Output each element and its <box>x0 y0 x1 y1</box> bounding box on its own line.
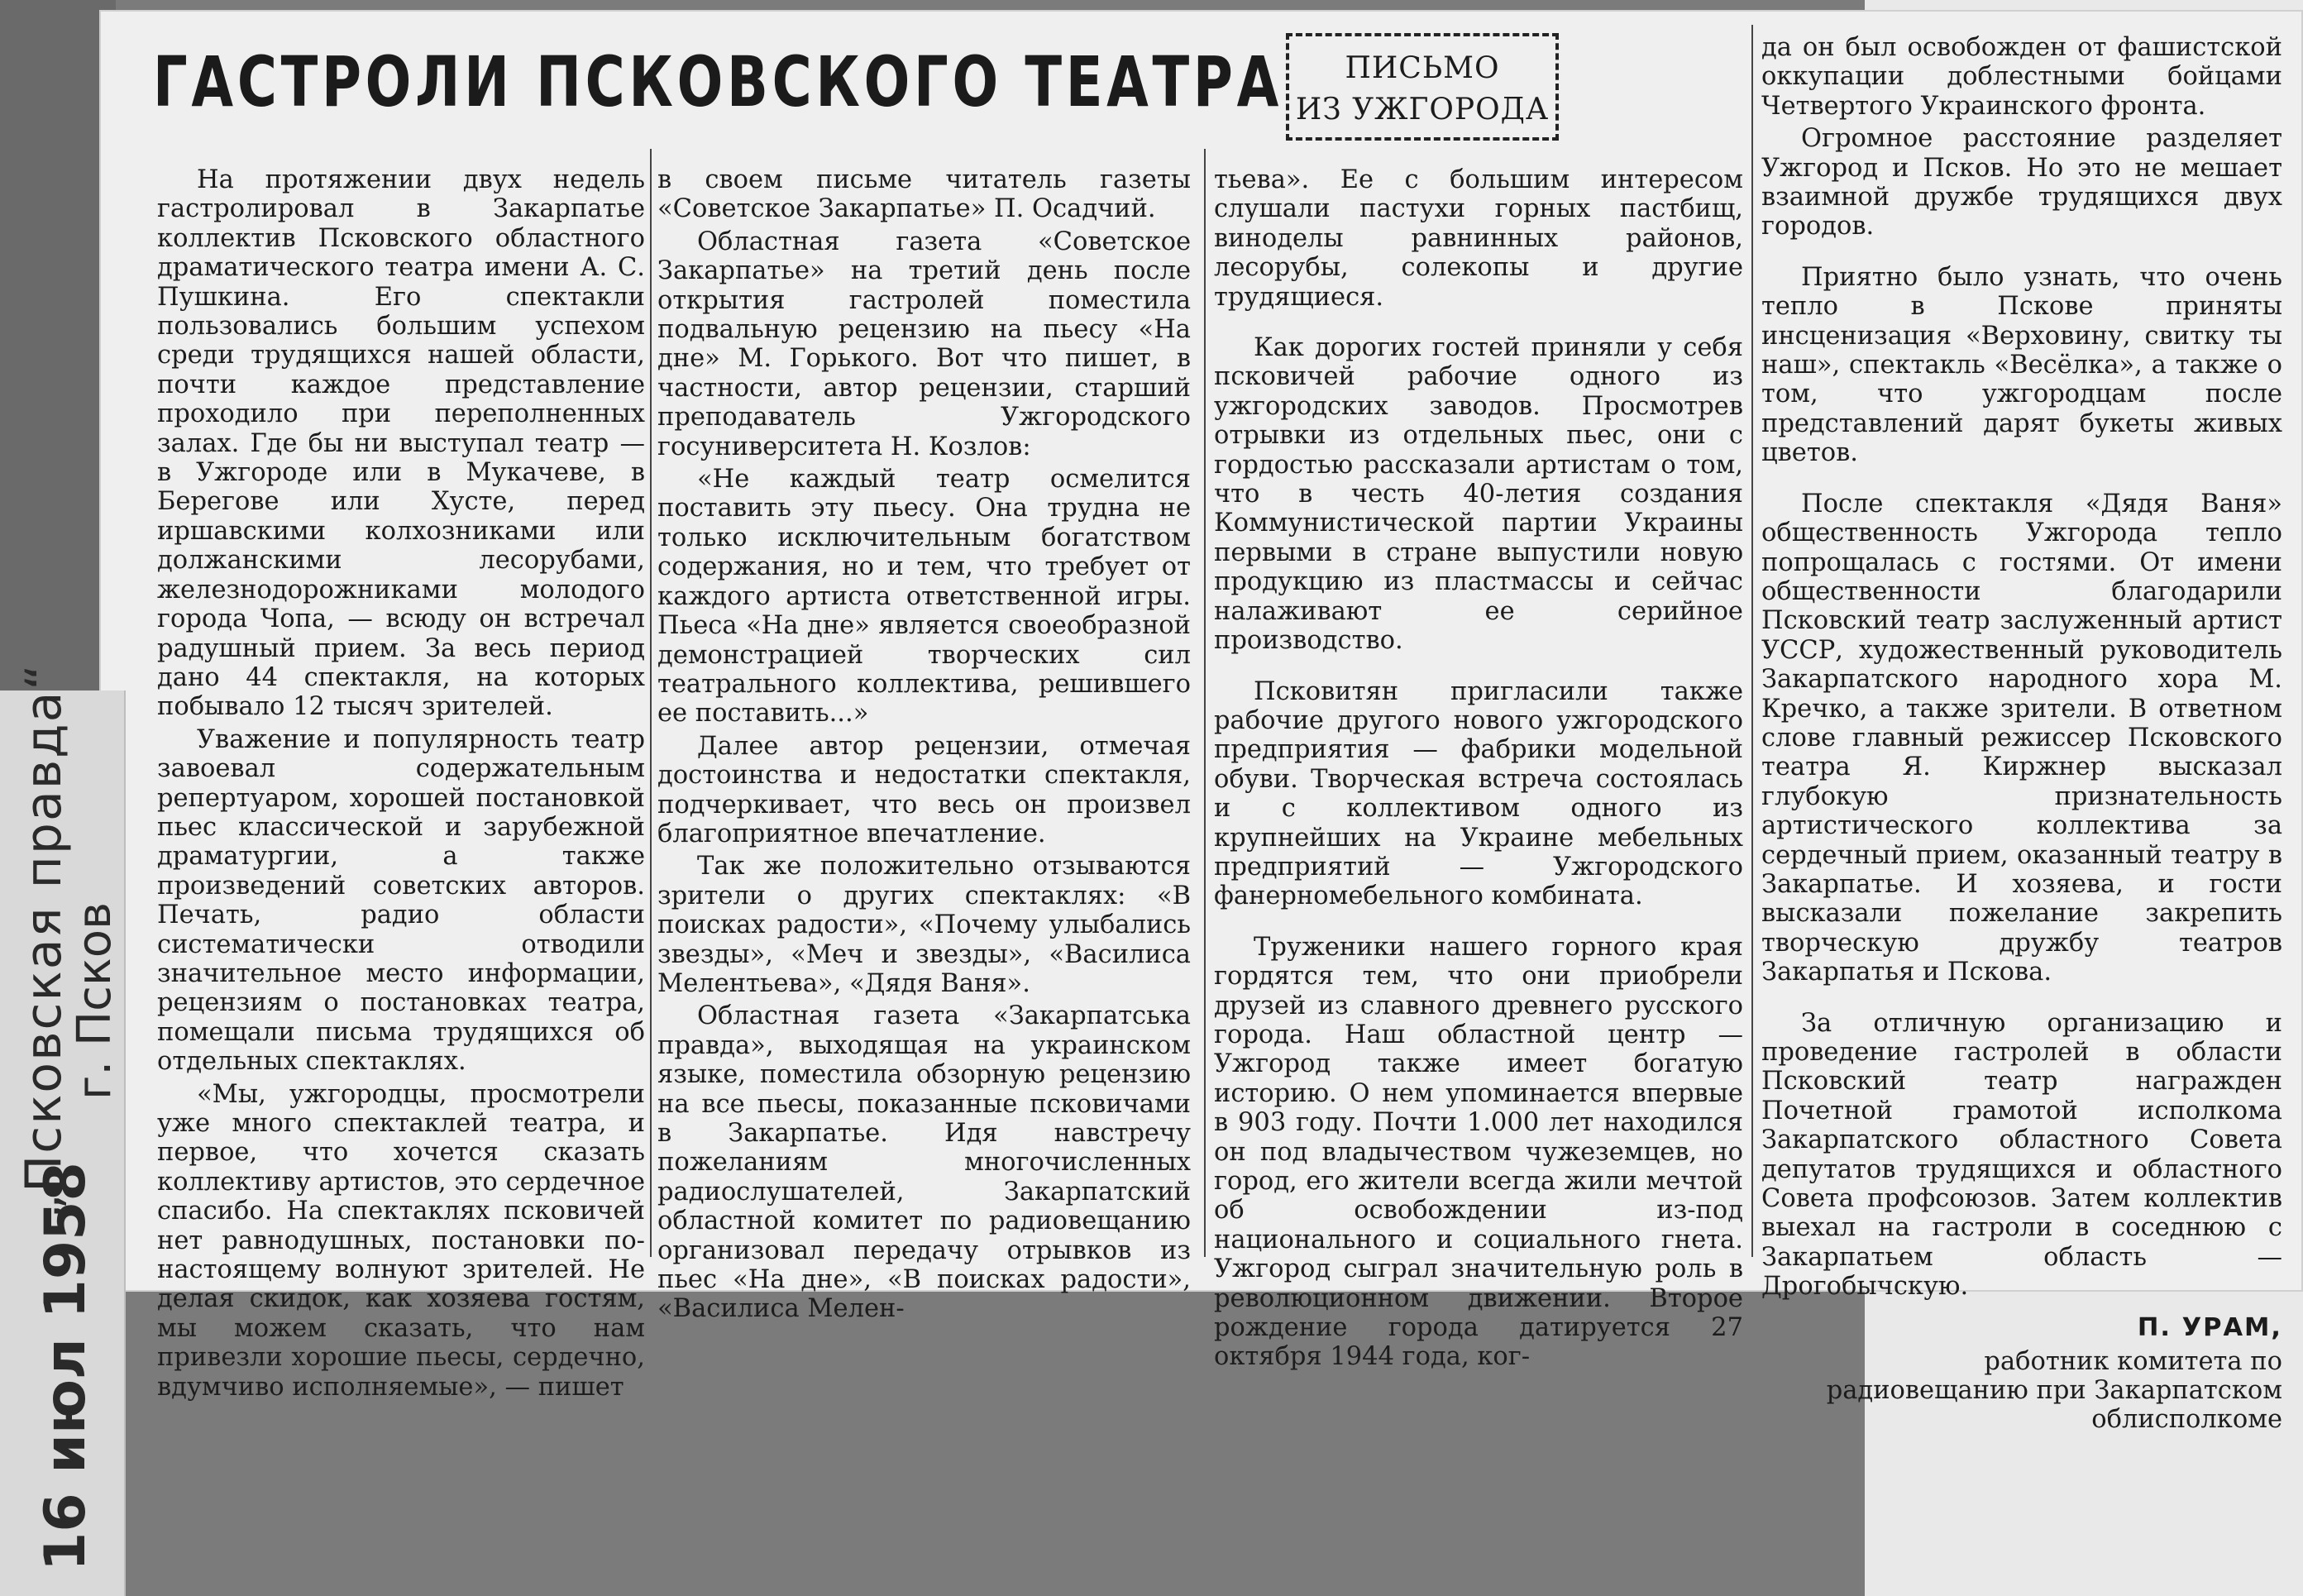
article-column-3 <box>1214 165 1743 1375</box>
paragraph: Далее автор рецензии, отмечая достоинства и недостатки спектакля, подчеркивает, что весь он произвел благоприятное впечатление. <box>657 731 1191 848</box>
paragraph: тьева». Ее с большим интересом слушали пастухи горных пастбищ, виноделы равнинных районов, лесорубы, солекопы и другие трудящиеся. <box>1214 165 1743 312</box>
paragraph: Псковитян пригласили также рабочие другого нового ужгородского предприятия — фабрики модельной обуви. Творческая встреча состоялась и с коллективом одного из крупнейших на Украине мебельных предприятий — Ужгородского фанерномебельного комбината. <box>1214 676 1743 911</box>
paragraph: После спектакля «Дядя Ваня» общественность Ужгорода тепло попрощалась с гостями. От имени общественности благодарили Псковский театр заслуженный артист УССР, художественный руководитель Закарпатского народного хора М. Кречко, а также зрители. В ответном слове главный режиссер Псковского театра Я. Киржнер высказал глубокую признательность артистического коллектива за сердечный прием, оказанный театру в Закарпатье. И хозяева, и гости высказали пожелание закрепить творческую дружбу театров Закарпатья и Пскова. <box>1761 489 2282 987</box>
author-role: работник комитета по радиовещанию при Закарпатском облисполкоме <box>1826 1347 2282 1435</box>
paragraph: Так же положительно отзываются зрители о других спектаклях: «В поисках радости», «Почему улыбались звезды», «Меч и звезды», «Василиса Мелентьева», «Дядя Ваня». <box>657 852 1191 998</box>
paragraph: в своем письме читатель газеты «Советское Закарпатье» П. Осадчий. <box>657 165 1191 224</box>
kicker-line-1: ПИСЬМО <box>1345 51 1500 85</box>
date-stamp: 16 июл 1958 <box>33 1162 98 1571</box>
column-rule <box>650 149 652 1257</box>
article-headline: ГАСТРОЛИ ПСКОВСКОГО ТЕАТРА <box>153 41 1283 122</box>
paragraph: За отличную организацию и проведение гастролей в области Псковский театр награжден Почетной грамотой исполкома Закарпатского областного Совета депутатов трудящихся и областного Совета профсоюзов. Затем коллектив выехал на гастроли в соседнюю с Закарпатьем область — Дрогобычскую. <box>1761 1008 2282 1302</box>
article-column-4 <box>1761 33 2282 1434</box>
paragraph: да он был освобожден от фашистской оккупации доблестными бойцами Четвертого Украинского фронта. <box>1761 33 2282 121</box>
paragraph: Труженики нашего горного края гордятся тем, что они приобрели друзей из славного древнего русского города. Наш областной центр — Ужгород также имеет богатую историю. О нем упоминается впервые в 903 году. Почти 1.000 лет находился он под владычеством чужеземцев, но город, его жители всегда жили мечтой об освобождении из-под национального и социального гнета. Ужгород сыграл значительную роль в революционном движении. Второе рождение города датируется 27 октября 1944 года, ког- <box>1214 932 1743 1372</box>
paragraph: Областная газета «Закарпатська правда», выходящая на украинском языке, поместила обзорную рецензию на все пьесы, показанные псковичами в Закарпатье. Идя навстречу пожеланиям многочисленных радиослушателей, Закарпатский областной комитет по радиовещанию организовал передачу отрывков из пьес «На дне», «В поисках радости», «Василиса Мелен- <box>657 1001 1191 1324</box>
article-column-2 <box>657 165 1191 1327</box>
paragraph: Уважение и популярность театр завоевал содержательным репертуаром, хорошей постановкой пьес классической и зарубежной драматургии, а также произведений советских авторов. Печать, радио области систематически отводили значительное место информации, рецензиям о постановках театра, помещали письма трудящихся об отдельных спектаклях. <box>157 724 645 1077</box>
column-rule <box>1204 149 1206 1257</box>
article-kicker-box <box>1286 33 1559 141</box>
kicker-line-2: ИЗ УЖГОРОДА <box>1295 93 1550 127</box>
paragraph: Огромное расстояние разделяет Ужгород и Псков. Но это не мешает взаимной дружбе трудящихся двух городов. <box>1761 124 2282 241</box>
paragraph: Приятно было узнать, что очень тепло в Пскове приняты инсценизация «Верховину, свитку ты наш», спектакль «Весёлка», а также о том, что ужгородцам после представлений дарят букеты живых цветов. <box>1761 262 2282 468</box>
column-rule <box>1751 25 1753 1257</box>
city-stamp: г. Псков <box>68 901 122 1100</box>
article-column-1 <box>157 165 645 1405</box>
paragraph: Областная газета «Советское Закарпатье» на третий день после открытия гастролей поместила подвальную рецензию на пьесу «На дне» М. Горького. Вот что пишет, в частности, автор рецензии, старший преподаватель Ужгородского госуниверситета Н. Козлов: <box>657 227 1191 461</box>
paragraph: «Не каждый театр осмелится поставить эту пьесу. Она трудна не только исключительным богатством содержания, но и тем, что требует от каждого артиста ответственной игры. Пьеса «На дне» является своеобразной демонстрацией творческих сил театрального коллектива, решившего ее поставить...» <box>657 465 1191 729</box>
paragraph: Как дорогих гостей приняли у себя псковичей рабочие одного из ужгородских заводов. Просмотрев отрывки из отдельных пьес, они с гордостью рассказали артистам о том, что в честь 40-летия создания Коммунистической партии Украины первыми в стране выпустили новую продукцию из пластмассы и сейчас налаживают ее серийное производство. <box>1214 333 1743 656</box>
newspaper-name-stamp: „Псковская правда“ <box>15 662 73 1220</box>
paragraph: «Мы, ужгородцы, просмотрели уже много спектаклей театра, и первое, что хочется сказать коллективу артистов, это сердечное спасибо. На спектаклях псковичей нет равнодушных, постановки по-настоящему волнуют зрителей. Не делая скидок, как хозяева гостям, мы можем сказать, что нам привезли хорошие пьесы, сердечно, вдумчиво исполняемые», — пишет <box>157 1079 645 1402</box>
scan-background <box>0 0 116 695</box>
paragraph: На протяжении двух недель гастролировал в Закарпатье коллектив Псковского областного драматического театра имени А. С. Пушкина. Его спектакли пользовались большим успехом среди трудящихся нашей области, почти каждое представление проходило при переполненных залах. Где бы ни выступал театр — в Ужгороде или в Мукачеве, в Берегове или Хусте, перед иршавскими колхозниками или должанскими лесорубами, железнодорожниками молодого города Чопа, — всюду он встречал радушный прием. За весь период дано 44 спектакля, на которых побывало 12 тысяч зрителей. <box>157 165 645 722</box>
author-signature: П. УРАМ, <box>2137 1312 2282 1342</box>
